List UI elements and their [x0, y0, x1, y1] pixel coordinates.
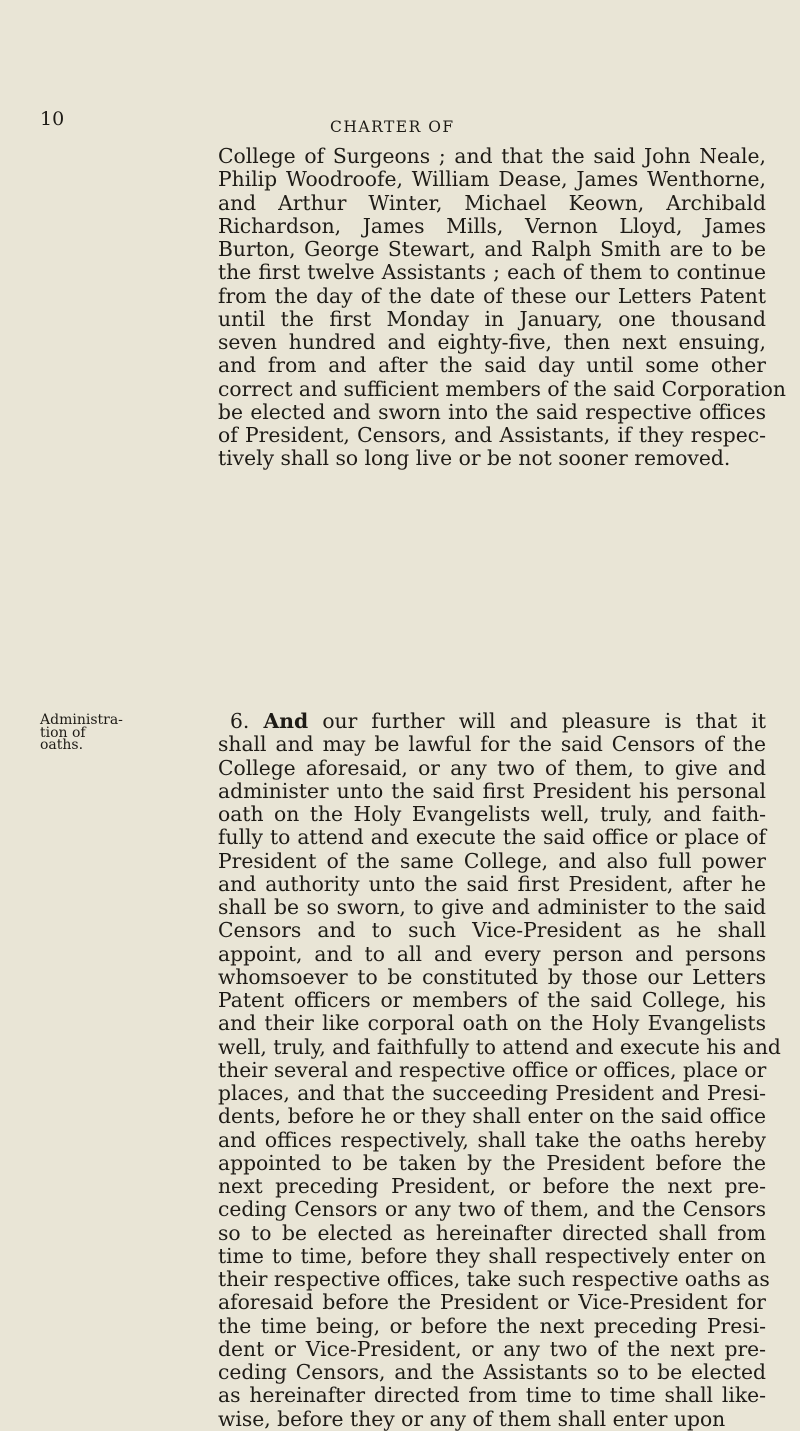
text-line: tively shall so long live or be not sooner removed. — [218, 446, 731, 471]
section-number: 6. — [230, 709, 250, 733]
text-line: dent or Vice-President, or any two of the next pre- — [218, 1336, 766, 1361]
text-line: administer unto the said first President his personal — [218, 778, 766, 803]
paragraph-2 — [218, 709, 781, 1431]
text-line: their several and respective office or offices, place or — [218, 1057, 767, 1082]
text-line: their respective offices, take such respective oaths as — [218, 1267, 770, 1291]
text-line: from the day of the date of these our Letters Patent — [218, 283, 766, 308]
text-line: Richardson, James Mills, Vernon Lloyd, James — [218, 213, 766, 238]
text-line: aforesaid before the President or Vice-President for — [218, 1290, 766, 1315]
paragraph-1 — [218, 144, 786, 471]
text-line: until the first Monday in January, one thousand — [218, 306, 766, 331]
text-line: ceding Censors or any two of them, and the Censors — [218, 1197, 766, 1222]
text-line: appointed to be taken by the President before the — [218, 1150, 766, 1175]
line-text: our further will and pleasure is that it — [322, 709, 767, 733]
text-line: Censors and to such Vice-President as he shall — [218, 918, 766, 943]
text-line: and their like corporal oath on the Holy Evangelists — [218, 1011, 766, 1036]
text-line: next preceding President, or before the next pre- — [218, 1174, 766, 1198]
text-line: and offices respectively, shall take the oaths hereby — [218, 1127, 766, 1152]
text-line: time to time, before they shall respectively enter on — [218, 1243, 766, 1268]
text-line: ceding Censors, and the Assistants so to be elected — [218, 1360, 766, 1384]
text-line: well, truly, and faithfully to attend and execute his and — [218, 1034, 781, 1059]
running-head: CHARTER OF — [330, 118, 455, 136]
text-line: and authority unto the said first President, after he — [218, 871, 766, 896]
text-line: as hereinafter directed from time to time shall like- — [218, 1383, 766, 1408]
text-line: correct and sufficient members of the said Corporation — [218, 376, 786, 401]
text-line: and from and after the said day until some other — [218, 353, 766, 378]
text-line: the first twelve Assistants ; each of them to continue — [218, 260, 766, 285]
margin-note-line: Administra- — [40, 712, 123, 728]
text-line: appoint, and to all and every person and persons — [218, 941, 766, 966]
text-line: whomsoever to be constituted by those our Letters — [218, 964, 766, 989]
text-line: College of Surgeons ; and that the said John Neale, — [218, 144, 766, 168]
text-line: the time being, or before the next preceding Presi- — [218, 1313, 766, 1338]
text-line: seven hundred and eighty-five, then next ensuing, — [218, 330, 766, 354]
text-line: College aforesaid, or any two of them, to give and — [218, 755, 766, 780]
text-line — [218, 710, 766, 733]
text-line: of President, Censors, and Assistants, if they respec- — [218, 423, 766, 447]
text-line: oath on the Holy Evangelists well, truly, and faith- — [218, 802, 766, 826]
text-line: shall and may be lawful for the said Censors of the — [218, 732, 766, 757]
initial-word: And — [263, 709, 309, 733]
text-line: and Arthur Winter, Michael Keown, Archibald — [218, 190, 766, 215]
text-line: Philip Woodroofe, William Dease, James Wenthorne, — [218, 167, 766, 192]
margin-note-line: tion of — [40, 724, 86, 741]
text-line: shall be so sworn, to give and administer to the said — [218, 895, 766, 919]
text-line: fully to attend and execute the said office or place of — [218, 825, 766, 850]
text-line: dents, before he or they shall enter on the said office — [218, 1104, 766, 1129]
text-line: places, and that the succeeding President and Presi- — [218, 1081, 766, 1105]
margin-note-line: oaths. — [40, 737, 84, 753]
text-line: Patent officers or members of the said College, his — [218, 988, 766, 1012]
margin-note — [40, 714, 150, 752]
text-line: Burton, George Stewart, and Ralph Smith are to be — [218, 237, 766, 261]
text-line: wise, before they or any of them shall enter upon — [218, 1406, 726, 1431]
text-line: so to be elected as hereinafter directed shall from — [218, 1220, 766, 1245]
text-line: be elected and sworn into the said respective offices — [218, 399, 766, 424]
text-line: President of the same College, and also full power — [218, 848, 766, 873]
page-number: 10 — [40, 108, 65, 130]
